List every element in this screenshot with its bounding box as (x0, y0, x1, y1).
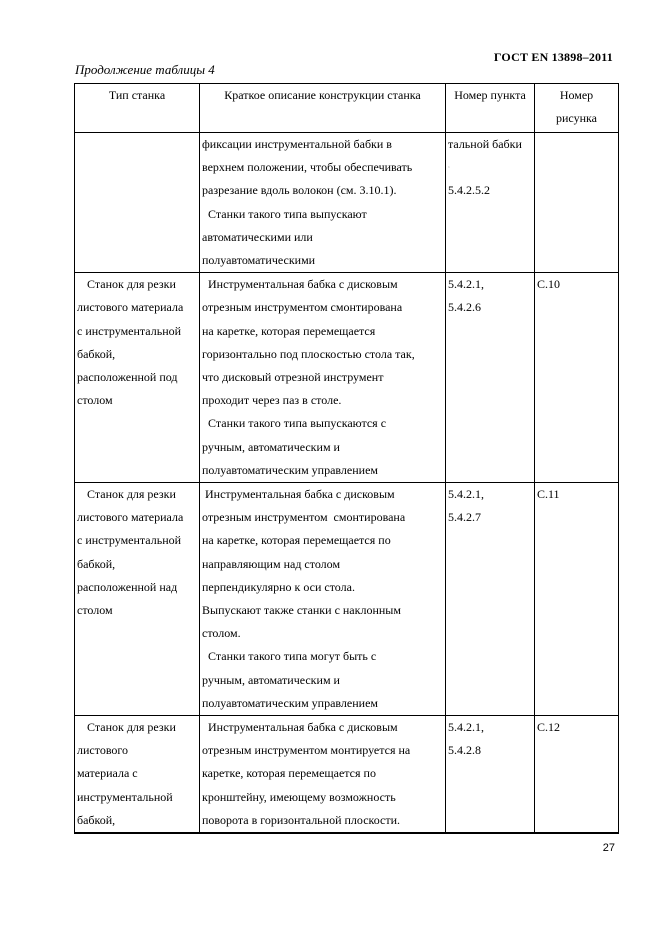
cell-description: Инструментальная бабка с дисковым отрезным инструментом монтируется на каретке, которая перемещается по кронштейну, имеющему возможность поворота в горизонтальной плоскости. (200, 716, 446, 834)
cell-figure-number (535, 133, 619, 273)
page-number: 27 (602, 842, 615, 854)
column-header-figure-number-text: Номер рисунка (556, 88, 597, 125)
document-code: ГОСТ EN 13898–2011 (493, 50, 613, 64)
cell-figure-number: С.12 (535, 716, 619, 834)
column-header-figure-number (535, 84, 619, 133)
cell-machine-type (75, 133, 200, 273)
column-header-description: Краткое описание конструкции станка (200, 84, 446, 133)
cell-clause-number: 5.4.2.1, 5.4.2.8 (446, 716, 535, 834)
cell-clause-number: 5.4.2.1, 5.4.2.6 (446, 273, 535, 483)
cell-machine-type: Станок для резки листового материала с инструментальной бабкой, (75, 716, 200, 834)
table-header-row (75, 84, 619, 133)
cell-description: фиксации инструментальной бабки в верхнем положении, чтобы обеспечивать разрезание вдоль волокон (см. 3.10.1). Станки такого типа выпускают автоматическими или полуавтоматическими (200, 133, 446, 273)
column-header-clause-number: Номер пункта (446, 84, 535, 133)
table-row (75, 133, 619, 273)
cell-figure-number: С.10 (535, 273, 619, 483)
cell-machine-type: Станок для резки листового материала с инструментальной бабкой, расположенной над столом (75, 483, 200, 716)
cell-machine-type: Станок для резки листового материала с инструментальной бабкой, расположенной под столом (75, 273, 200, 483)
table-row (75, 483, 619, 716)
cell-clause-number: 5.4.2.1, 5.4.2.7 (446, 483, 535, 716)
column-header-machine-type: Тип станка (75, 84, 200, 133)
cell-figure-number: С.11 (535, 483, 619, 716)
table-row (75, 273, 619, 483)
cell-description: Инструментальная бабка с дисковым отрезным инструментом смонтирована на каретке, которая перемещается горизонтально под плоскостью стола так, что дисковый отрезной инструмент проходит через паз в столе. Станки такого типа выпускаются с ручным, автоматическим и полуавтоматическим управлением (200, 273, 446, 483)
specification-table (74, 83, 619, 834)
cell-clause-number: тальной бабки ~ 5.4.2.5.2 (446, 133, 535, 273)
table-row (75, 716, 619, 834)
table-caption: Продолжение таблицы 4 (75, 62, 215, 77)
cell-description: Инструментальная бабка с дисковым отрезным инструментом смонтирована на каретке, которая перемещается по направляющим над столом перпендикулярно к оси стола. Выпускают также станки с наклонным столом. Станки такого типа могут быть с ручным, автоматическим и полуавтоматическим управлением (200, 483, 446, 716)
